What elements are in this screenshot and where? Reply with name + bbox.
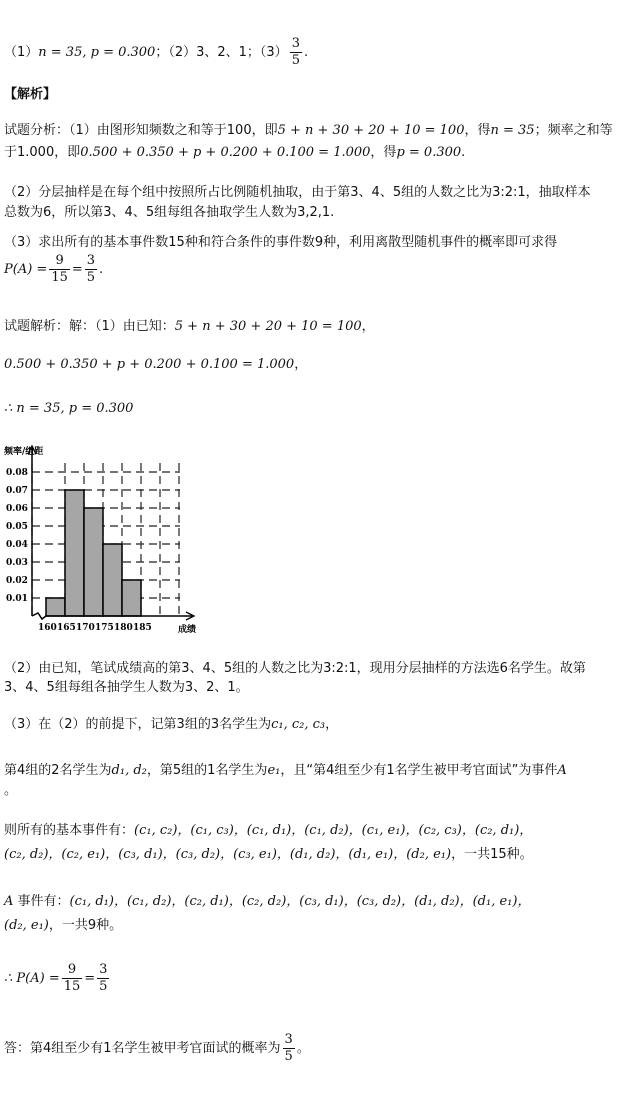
part3-line-3: 。 xyxy=(4,783,18,798)
analysis-line-6: P(A) = $\frac{9}{15}$ = $\frac{3}{5}$ . xyxy=(4,253,104,285)
part3-line-5: (c₂, d₂)，(c₂, e₁)，(c₃, d₁)，(c₃, d₂)，(c₃, e₁)，(d₁, d₂)，(d₁, e₁)，(d₂, e₁)，一共15种。 xyxy=(4,847,533,862)
y-tick-label: 0.08 xyxy=(6,468,28,478)
histogram-bar xyxy=(46,598,65,616)
answer-line xyxy=(4,36,308,69)
section-title: 【解析】 xyxy=(4,87,57,102)
frequency-histogram xyxy=(2,440,217,640)
histogram-bar xyxy=(65,490,84,616)
histogram-bar xyxy=(84,508,103,616)
y-tick-label: 0.02 xyxy=(6,576,28,586)
y-tick-label: 0.06 xyxy=(6,504,28,514)
part2-line-2: 3、4、5组每组各抽学生人数为3、2、1。 xyxy=(4,680,249,695)
solution-line-1: 试题解析：解：（1）由已知：5 + n + 30 + 20 + 10 = 100， xyxy=(4,319,375,334)
part3-line-4: 则所有的基本事件有：(c₁, c₂)，(c₁, c₃)，(c₁, d₁)，(c₁, d₂)，(c₁, e₁)，(c₂, c₃)，(c₂, d₁)， xyxy=(4,823,533,838)
chart-bars xyxy=(46,490,141,616)
x-tick-label: 160 xyxy=(38,623,57,633)
x-axis-label: 成绩 xyxy=(178,625,197,635)
part2-line-1: （2）由已知，笔试成绩高的第3、4、5组的人数之比为3:2:1，现用分层抽样的方法选6名学生。故第 xyxy=(4,661,586,676)
y-tick-label: 0.05 xyxy=(6,522,28,532)
part3-line-7: (d₂, e₁)，一共9种。 xyxy=(4,918,123,933)
answer-end: . xyxy=(303,45,309,60)
x-tick-label: 165 xyxy=(57,623,76,633)
part3-line-1: （3）在（2）的前提下，记第3组的3名学生为c₁, c₂, c₃， xyxy=(4,717,339,732)
analysis-line-5: （3）求出所有的基本事件数15种和符合条件的事件数9种，利用离散型随机事件的概率即可求得 xyxy=(4,235,558,250)
y-tick-label: 0.07 xyxy=(6,486,28,496)
y-axis-label: 频率/组距 xyxy=(4,447,44,457)
part3-line-8: ∴ P(A) = $\frac{9}{15}$ = $\frac{3}{5}$ xyxy=(4,962,108,994)
analysis-line-2: 于1.000，即0.500 + 0.350 + p + 0.200 + 0.100 = 1.000，得p = 0.300. xyxy=(4,145,466,160)
analysis-line-3: （2）分层抽样是在每个组中按照所占比例随机抽取，由于第3、4、5组的人数之比为3:2:1，抽取样本 xyxy=(4,185,591,200)
y-tick-label: 0.01 xyxy=(6,594,28,604)
answer-fraction: $\frac{3}{5}$ xyxy=(291,36,300,68)
x-tick-label: 170 xyxy=(76,623,95,633)
answer-part1: （1） xyxy=(4,45,39,60)
analysis-line-1: 试题分析：（1）由图形知频数之和等于100，即5 + n + 30 + 20 + 10 = 100，得n = 35；频率之和等 xyxy=(4,123,613,138)
x-tick-label: 185 xyxy=(133,623,152,633)
solution-line-2: 0.500 + 0.350 + p + 0.200 + 0.100 = 1.000， xyxy=(4,357,308,372)
x-tick-label: 180 xyxy=(114,623,133,633)
histogram-bar xyxy=(122,580,141,616)
answer-part2: ；（2）3、2、1；（3） xyxy=(155,45,288,60)
part3-line-2: 第4组的2名学生为d₁, d₂，第5组的1名学生为e₁，且“第4组至少有1名学生被甲考官面试”为事件A xyxy=(4,763,567,778)
final-answer-line: 答：第4组至少有1名学生被甲考官面试的概率为 $\frac{3}{5}$ 。 xyxy=(4,1032,310,1064)
y-tick-label: 0.04 xyxy=(6,540,28,550)
histogram-bar xyxy=(103,544,122,616)
part3-line-6: A 事件有：(c₁, d₁)，(c₁, d₂)，(c₂, d₁)，(c₂, d₂)，(c₃, d₁)，(c₃, d₂)，(d₁, d₂)，(d₁, e₁)， xyxy=(4,894,531,909)
solution-line-3: ∴ n = 35, p = 0.300 xyxy=(4,401,134,416)
analysis-line-4: 总数为6，所以第3、4、5组每组各抽取学生人数为3,2,1. xyxy=(4,205,335,220)
y-tick-label: 0.03 xyxy=(6,558,28,568)
answer-math: n = 35, p = 0.300 xyxy=(38,45,156,60)
x-tick-label: 175 xyxy=(95,623,114,633)
